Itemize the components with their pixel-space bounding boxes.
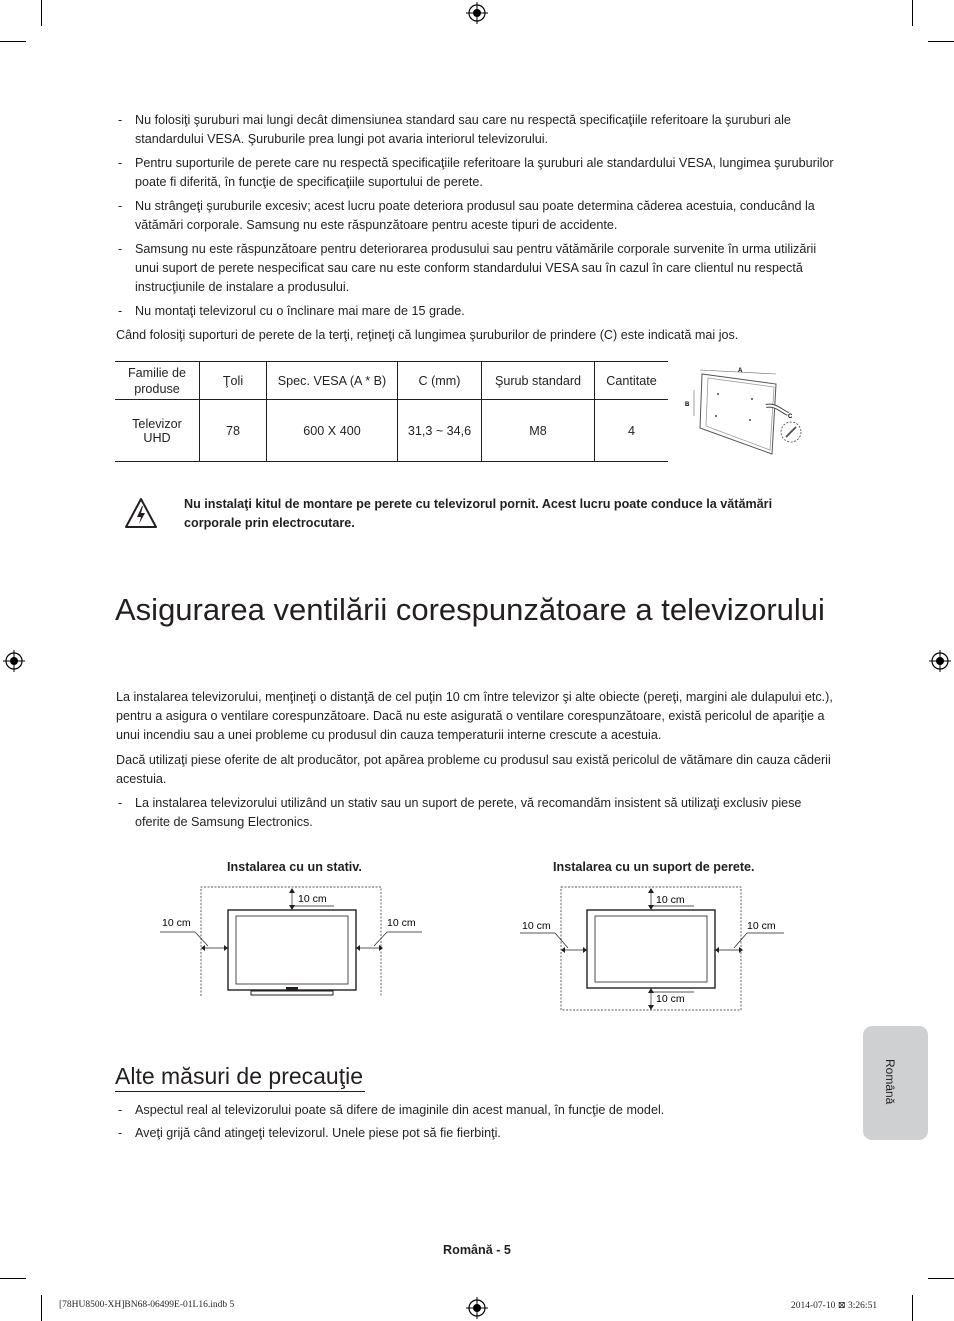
crop-mark — [912, 0, 913, 26]
ventilation-paragraph: La instalarea televizorului, menţineţi o distanţă de cel puţin 10 cm între televizor şi alte obiecte (pereţi, margini ale dulapului etc.), pentru a asigura o ventilare corespunzătoare. Dacă nu este asigurată o ventilare corespunzătoare, există pericolul de apariţie a unui incendiu sau a unei probleme cu produsul din cauza temperaturii interne crescute a acestuia. — [116, 690, 833, 742]
ventilation-paragraph: Dacă utilizaţi piese oferite de alt producător, pot apărea probleme cu produsul sau există pericolul de vătămare din cauza căderii acestuia. — [116, 753, 831, 786]
registration-mark-icon — [3, 650, 25, 672]
table-header-cell: Cantitate — [595, 362, 669, 400]
list-item: - Aspectul real al televizorului poate să difere de imaginile din acest manual, în funcţie de model. — [118, 1103, 665, 1117]
clearance-label: 10 cm — [387, 917, 416, 929]
list-item: - Pentru suporturile de perete care nu respectă specificaţiile referitoare la şuruburi ale standardului VESA, lungimea şuruburilor poate fi diferită, în funcţie de specificaţiile suportului de perete. — [118, 156, 834, 189]
list-item: - Nu strângeţi şuruburile excesiv; acest lucru poate deteriora produsul sau poate determina căderea acestuia, conducând la vătămări corporale. Samsung nu este răspunzătoare pentru aceste tipuri de accidente. — [118, 199, 815, 232]
vesa-label-b: B — [685, 402, 690, 408]
vesa-label-c: C — [788, 414, 793, 420]
registration-mark-icon — [466, 1297, 488, 1319]
crop-mark — [928, 41, 954, 42]
list-item: - Nu montaţi televizorul cu o înclinare mai mare de 15 grade. — [118, 304, 465, 318]
list-item: - La instalarea televizorului utilizând un stativ sau un suport de perete, vă recomandăm insistent să utilizaţi exclusiv piese oferite de Samsung Electronics. — [118, 796, 802, 829]
crop-mark — [41, 1295, 42, 1321]
stand-installation-diagram — [158, 885, 428, 1000]
list-item: - Samsung nu este răspunzătoare pentru deteriorarea produsului sau pentru vătămările corporale survenite în urma utilizării unui suport de perete nespecificat sau care nu este conform standardului VESA sau în cazul în care clientul nu respectă instrucţiunile de instalare a produsului. — [118, 242, 817, 294]
wall-caption: Instalarea cu un suport de perete. — [553, 860, 755, 874]
intro-line: Când folosiţi suporturi de perete de la terţi, reţineţi că lungimea şuruburilor de prindere (C) este indicată mai jos. — [116, 328, 739, 342]
imprint-right: 2014-07-10 ⊠ 3:26:51 — [791, 1301, 878, 1311]
crop-mark — [0, 41, 26, 42]
page-footer: Română - 5 — [443, 1243, 511, 1257]
table-header-cell: Familie de produse — [115, 362, 200, 400]
table-cell: M8 — [482, 400, 595, 462]
registration-mark-icon — [466, 2, 488, 24]
registration-mark-icon — [929, 650, 951, 672]
list-item: - Nu folosiţi şuruburi mai lungi decât dimensiunea standard sau care nu respectă specificaţiile referitoare la şuruburi ale standardului VESA. Şuruburile prea lungi pot avaria interiorul televizorului. — [118, 113, 791, 146]
subsection-title: Alte măsuri de precauţie — [115, 1061, 365, 1092]
table-header-cell: Şurub standard — [482, 362, 595, 400]
table-cell: Televizor UHD — [115, 400, 200, 462]
table-cell: 600 X 400 — [267, 400, 398, 462]
language-tab — [863, 1026, 928, 1140]
crop-mark — [912, 1295, 913, 1321]
table-cell: 31,3 ~ 34,6 — [398, 400, 482, 462]
clearance-label: 10 cm — [162, 917, 191, 929]
warning-text: Nu instalaţi kitul de montare pe perete cu televizorul pornit. Acest lucru poate conduce la vătămări corporale prin electrocutare. — [184, 497, 773, 530]
stand-caption: Instalarea cu un stativ. — [227, 860, 362, 874]
table-row — [115, 400, 668, 462]
table-header-row — [115, 362, 668, 400]
vesa-label-a: A — [738, 368, 743, 374]
list-item: - Aveţi grijă când atingeţi televizorul. Unele piese pot să fie fierbinţi. — [118, 1126, 501, 1140]
table-cell: 4 — [595, 400, 669, 462]
clearance-label: 10 cm — [522, 920, 551, 932]
wall-installation-diagram — [518, 885, 790, 1015]
table-cell: 78 — [200, 400, 267, 462]
crop-mark — [41, 0, 42, 26]
table-header-cell: C (mm) — [398, 362, 482, 400]
crop-mark — [0, 1278, 26, 1279]
table-header-cell: Spec. VESA (A * B) — [267, 362, 398, 400]
language-tab-label: Română — [883, 1059, 897, 1105]
clearance-label: 10 cm — [747, 920, 776, 932]
table-header-cell: Ţoli — [200, 362, 267, 400]
section-title: Asigurarea ventilării corespunzătoare a televizorului — [115, 592, 825, 627]
vesa-spec-table — [115, 361, 668, 462]
clearance-label: 10 cm — [656, 993, 685, 1005]
clearance-label: 10 cm — [656, 894, 685, 906]
clearance-label: 10 cm — [298, 893, 327, 905]
warning-electric-icon — [124, 497, 158, 529]
vesa-mount-diagram — [680, 362, 810, 462]
crop-mark — [928, 1278, 954, 1279]
imprint-left: [78HU8500-XH]BN68-06499E-01L16.indb 5 — [59, 1300, 235, 1310]
